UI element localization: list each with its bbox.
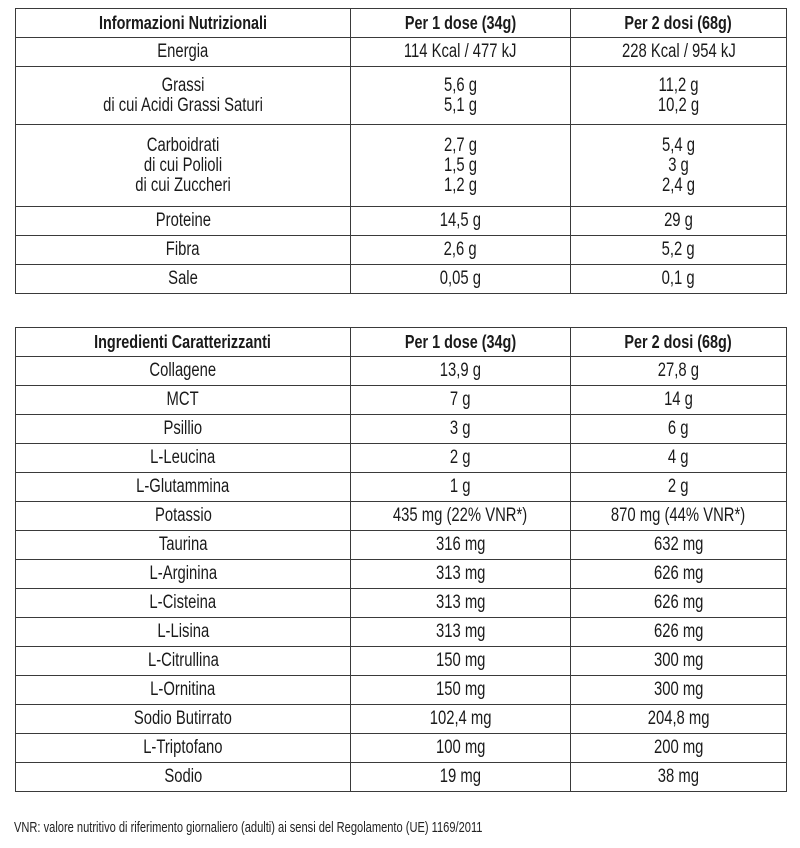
row-dose1: 0,05 g — [351, 265, 571, 294]
row-dose2: 300 mg — [571, 647, 787, 676]
row-dose1: 150 mg — [351, 676, 571, 705]
row-dose1: 3 g — [351, 415, 571, 444]
row-label: MCT — [16, 386, 351, 415]
table-row — [16, 560, 787, 589]
row-label: Psillio — [16, 415, 351, 444]
row-label: L-Triptofano — [16, 734, 351, 763]
row-dose1: 114 Kcal / 477 kJ — [351, 38, 571, 67]
row-label: L-Lisina — [16, 618, 351, 647]
nutrition-header-row — [16, 9, 787, 38]
row-dose1: 14,5 g — [351, 207, 571, 236]
table-row — [16, 705, 787, 734]
row-dose1: 5,6 g 5,1 g — [351, 67, 571, 125]
header-per-1-dose: Per 1 dose (34g) — [351, 328, 571, 357]
nutrition-table — [15, 8, 787, 294]
header-ingredients: Ingredienti Caratterizzanti — [16, 328, 351, 357]
table-row — [16, 473, 787, 502]
row-dose1: 313 mg — [351, 589, 571, 618]
row-dose1: 1 g — [351, 473, 571, 502]
row-label: Taurina — [16, 531, 351, 560]
row-label: Fibra — [16, 236, 351, 265]
row-label: L-Citrullina — [16, 647, 351, 676]
table-row — [16, 618, 787, 647]
row-dose2: 29 g — [571, 207, 787, 236]
ingredients-header-row — [16, 328, 787, 357]
row-label: Collagene — [16, 357, 351, 386]
row-dose2: 200 mg — [571, 734, 787, 763]
row-label: Energia — [16, 38, 351, 67]
row-label: Sale — [16, 265, 351, 294]
row-dose1: 150 mg — [351, 647, 571, 676]
row-dose1: 2,6 g — [351, 236, 571, 265]
row-label: Carboidrati di cui Polioli di cui Zuccheri — [16, 125, 351, 207]
row-label: L-Ornitina — [16, 676, 351, 705]
row-label: L-Arginina — [16, 560, 351, 589]
table-row — [16, 236, 787, 265]
table-row — [16, 531, 787, 560]
header-per-2-doses: Per 2 dosi (68g) — [571, 9, 787, 38]
table-row — [16, 67, 787, 125]
row-label: Sodio — [16, 763, 351, 792]
row-dose1: 13,9 g — [351, 357, 571, 386]
row-dose2: 2 g — [571, 473, 787, 502]
row-dose2: 626 mg — [571, 618, 787, 647]
row-dose1: 100 mg — [351, 734, 571, 763]
table-row — [16, 38, 787, 67]
table-row — [16, 444, 787, 473]
table-row — [16, 734, 787, 763]
header-per-1-dose: Per 1 dose (34g) — [351, 9, 571, 38]
row-label: Potassio — [16, 502, 351, 531]
row-dose2: 300 mg — [571, 676, 787, 705]
ingredients-table — [15, 327, 787, 792]
row-label: L-Leucina — [16, 444, 351, 473]
row-dose1: 435 mg (22% VNR*) — [351, 502, 571, 531]
header-per-2-doses: Per 2 dosi (68g) — [571, 328, 787, 357]
row-dose2: 204,8 mg — [571, 705, 787, 734]
row-dose1: 2,7 g 1,5 g 1,2 g — [351, 125, 571, 207]
row-dose1: 7 g — [351, 386, 571, 415]
table-row — [16, 357, 787, 386]
row-dose1: 102,4 mg — [351, 705, 571, 734]
row-dose2: 228 Kcal / 954 kJ — [571, 38, 787, 67]
row-dose1: 316 mg — [351, 531, 571, 560]
row-dose2: 27,8 g — [571, 357, 787, 386]
table-row — [16, 265, 787, 294]
row-label: Grassi di cui Acidi Grassi Saturi — [16, 67, 351, 125]
row-dose2: 38 mg — [571, 763, 787, 792]
table-row — [16, 647, 787, 676]
table-row — [16, 415, 787, 444]
row-dose2: 0,1 g — [571, 265, 787, 294]
row-dose1: 313 mg — [351, 618, 571, 647]
row-dose1: 19 mg — [351, 763, 571, 792]
row-dose1: 313 mg — [351, 560, 571, 589]
table-row — [16, 763, 787, 792]
row-label: Sodio Butirrato — [16, 705, 351, 734]
table-row — [16, 207, 787, 236]
row-dose2: 870 mg (44% VNR*) — [571, 502, 787, 531]
row-label: Proteine — [16, 207, 351, 236]
row-dose2: 5,2 g — [571, 236, 787, 265]
row-label: L-Glutammina — [16, 473, 351, 502]
table-row — [16, 676, 787, 705]
table-row — [16, 502, 787, 531]
table-row — [16, 125, 787, 207]
row-dose2: 14 g — [571, 386, 787, 415]
row-dose2: 632 mg — [571, 531, 787, 560]
row-dose2: 4 g — [571, 444, 787, 473]
row-dose1: 2 g — [351, 444, 571, 473]
header-nutrition-info: Informazioni Nutrizionali — [16, 9, 351, 38]
table-row — [16, 589, 787, 618]
row-dose2: 5,4 g 3 g 2,4 g — [571, 125, 787, 207]
table-row — [16, 386, 787, 415]
row-dose2: 626 mg — [571, 560, 787, 589]
row-dose2: 626 mg — [571, 589, 787, 618]
footnote: VNR: valore nutritivo di riferimento giornaliero (adulti) ai sensi del Regolamento (UE) 1169/2011 — [14, 819, 483, 836]
row-label: L-Cisteina — [16, 589, 351, 618]
row-dose2: 11,2 g 10,2 g — [571, 67, 787, 125]
row-dose2: 6 g — [571, 415, 787, 444]
